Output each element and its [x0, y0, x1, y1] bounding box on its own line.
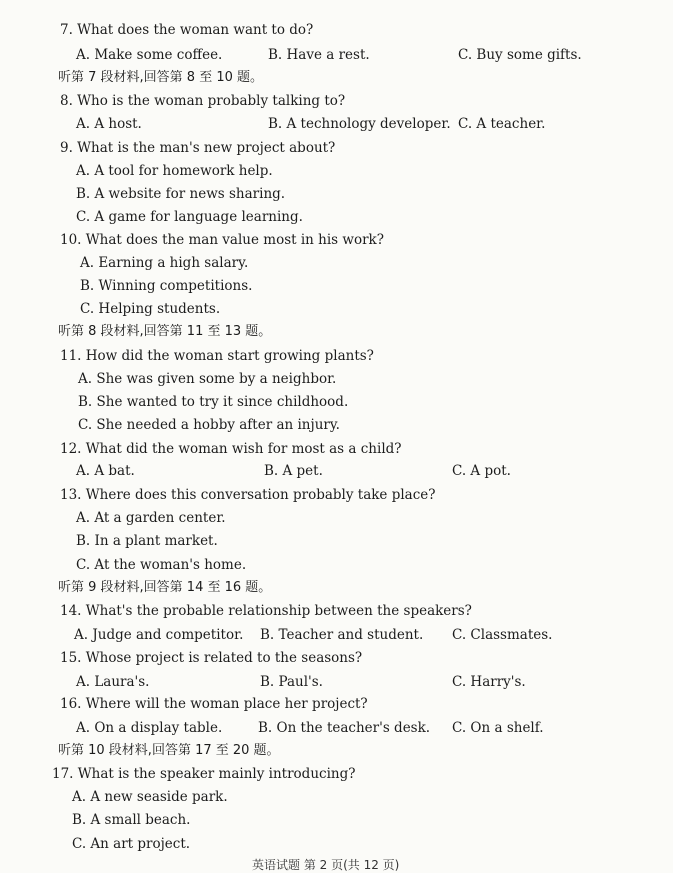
q9-option-b: B. A website for news sharing. [76, 186, 286, 202]
page-footer: 英语试题 第 2 页(共 12 页) [252, 858, 400, 872]
q15-option-b: B. Paul's. [260, 674, 323, 690]
q11-option-c: C. She needed a hobby after an injury. [78, 417, 340, 433]
q14-option-c: C. Classmates. [452, 627, 553, 643]
q10-option-c: C. Helping students. [80, 301, 221, 317]
q12-option-a: A. A bat. [76, 463, 135, 479]
q8-option-b: B. A technology developer. [268, 116, 451, 132]
question-12: 12. What did the woman wish for most as a child? [60, 441, 402, 457]
q17-option-b: B. A small beach. [72, 812, 191, 828]
q15-option-a: A. Laura's. [76, 674, 150, 690]
q17-option-c: C. An art project. [72, 836, 191, 852]
question-15: 15. Whose project is related to the seasons? [60, 650, 363, 666]
section-8-instruction: 听第 8 段材料,回答第 11 至 13 题。 [58, 324, 272, 339]
section-10-instruction: 听第 10 段材料,回答第 17 至 20 题。 [58, 743, 280, 758]
question-8: 8. Who is the woman probably talking to? [60, 93, 346, 109]
question-13: 13. Where does this conversation probably take place? [60, 487, 436, 503]
q10-option-b: B. Winning competitions. [80, 278, 253, 294]
q10-option-a: A. Earning a high salary. [80, 255, 249, 271]
question-10: 10. What does the man value most in his work? [60, 232, 384, 248]
q12-option-b: B. A pet. [264, 463, 323, 479]
q11-option-a: A. She was given some by a neighbor. [78, 371, 337, 387]
q14-option-b: B. Teacher and student. [260, 627, 424, 643]
q14-option-a: A. Judge and competitor. [74, 627, 244, 643]
q8-option-a: A. A host. [76, 116, 142, 132]
q13-option-a: A. At a garden center. [76, 510, 226, 526]
q7-option-b: B. Have a rest. [268, 47, 370, 63]
q15-option-c: C. Harry's. [452, 674, 526, 690]
q16-option-a: A. On a display table. [76, 720, 223, 736]
q16-option-c: C. On a shelf. [452, 720, 544, 736]
q16-option-b: B. On the teacher's desk. [258, 720, 431, 736]
q11-option-b: B. She wanted to try it since childhood. [78, 394, 349, 410]
q7-option-a: A. Make some coffee. [76, 47, 223, 63]
q7-option-c: C. Buy some gifts. [458, 47, 582, 63]
q9-option-a: A. A tool for homework help. [76, 163, 273, 179]
question-7: 7. What does the woman want to do? [60, 22, 314, 38]
section-7-instruction: 听第 7 段材料,回答第 8 至 10 题。 [58, 70, 264, 85]
question-11: 11. How did the woman start growing plants? [60, 348, 374, 364]
q17-option-a: A. A new seaside park. [72, 789, 228, 805]
question-14: 14. What's the probable relationship between the speakers? [60, 603, 472, 619]
q8-option-c: C. A teacher. [458, 116, 546, 132]
q12-option-c: C. A pot. [452, 463, 511, 479]
question-17: 17. What is the speaker mainly introducing? [52, 766, 356, 782]
question-9: 9. What is the man's new project about? [60, 140, 336, 156]
q13-option-b: B. In a plant market. [76, 533, 218, 549]
question-16: 16. Where will the woman place her project? [60, 696, 368, 712]
section-9-instruction: 听第 9 段材料,回答第 14 至 16 题。 [58, 580, 272, 595]
q9-option-c: C. A game for language learning. [76, 209, 303, 225]
q13-option-c: C. At the woman's home. [76, 557, 247, 573]
